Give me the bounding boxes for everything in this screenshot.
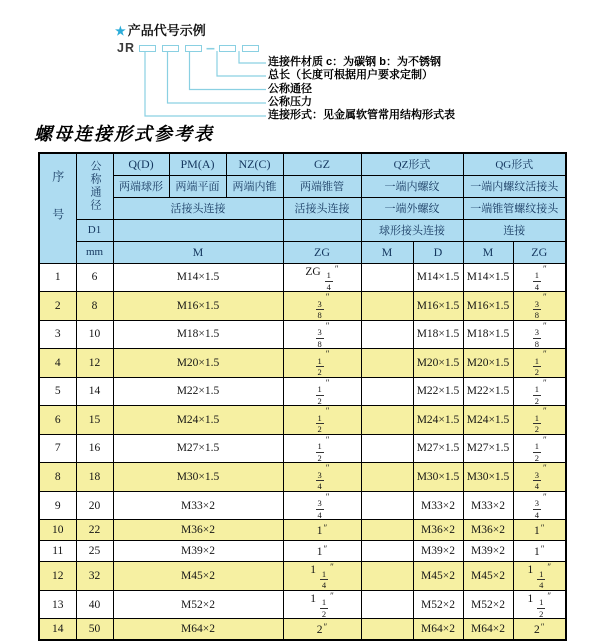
table-row: [39, 463, 566, 492]
cell-seq: 2: [39, 292, 76, 321]
label-nominal-pressure: 公称压力: [268, 95, 312, 108]
cell-qz-d: M24×1.5: [413, 406, 463, 435]
header-group-qd: Q(D): [113, 153, 169, 175]
cell-mm: 22: [76, 520, 113, 541]
header-connection: 连接: [463, 219, 566, 241]
header-group-pma: PM(A): [169, 153, 226, 175]
table-row: [39, 562, 566, 591]
cell-qz-d: M16×1.5: [413, 292, 463, 321]
header-gz-desc: 两端锥管: [283, 175, 361, 197]
cell-mm: 8: [76, 292, 113, 321]
header-ball-joint-connection: 球形接头连接: [361, 219, 463, 241]
cell-zg: 1″: [283, 520, 361, 541]
label-nominal-diameter: 公称通径: [268, 82, 312, 95]
cell-zg: $\frac{1}{2}$ ″: [283, 349, 361, 378]
cell-m: M64×2: [113, 619, 283, 640]
cell-qg-zg: $\frac{1}{4}$ ″: [513, 263, 566, 292]
cell-mm: 14: [76, 377, 113, 406]
header-group-nzc: NZ(C): [226, 153, 283, 175]
cell-seq: 14: [39, 619, 76, 640]
cell-zg: ZG $\frac{1}{4}$ ″: [283, 263, 361, 292]
header-qz-desc: 一端内螺纹: [361, 175, 463, 197]
cell-qg-zg: $\frac{3}{8}$ ″: [513, 320, 566, 349]
header-d1-blank-gz: [283, 219, 361, 241]
table-title: 螺母连接形式参考表: [34, 124, 214, 145]
cell-m: M33×2: [113, 491, 283, 520]
cell-qg-m: M36×2: [463, 520, 513, 541]
cell-qz-d: M33×2: [413, 491, 463, 520]
header-group-gz: GZ: [283, 153, 361, 175]
cell-mm: 50: [76, 619, 113, 640]
header-unit-qg-m: M: [463, 241, 513, 263]
label-total-length: 总长（长度可根据用户要求定制）: [268, 69, 433, 82]
table-header: [39, 153, 566, 263]
table-row: [39, 349, 566, 378]
code-box-nominal-diameter: [185, 45, 202, 52]
cell-mm: 15: [76, 406, 113, 435]
header-pma-desc: 两端平面: [169, 175, 226, 197]
cell-qz-m: [361, 292, 413, 321]
cell-qg-m: M20×1.5: [463, 349, 513, 378]
cell-qz-m: [361, 619, 413, 640]
table-row: [39, 520, 566, 541]
cell-qg-zg: $\frac{1}{2}$ ″: [513, 349, 566, 378]
cell-qz-m: [361, 491, 413, 520]
cell-qz-m: [361, 320, 413, 349]
cell-qg-zg: 1 $\frac{1}{2}$ ″: [513, 590, 566, 619]
cell-zg: 1 $\frac{1}{2}$ ″: [283, 590, 361, 619]
cell-qz-d: M45×2: [413, 562, 463, 591]
cell-qg-m: M30×1.5: [463, 463, 513, 492]
cell-mm: 20: [76, 491, 113, 520]
cell-zg: 1″: [283, 541, 361, 562]
cell-qg-m: M27×1.5: [463, 434, 513, 463]
cell-qz-d: M27×1.5: [413, 434, 463, 463]
cell-qz-m: [361, 349, 413, 378]
cell-m: M16×1.5: [113, 292, 283, 321]
cell-qz-d: M20×1.5: [413, 349, 463, 378]
cell-qz-d: M36×2: [413, 520, 463, 541]
cell-mm: 40: [76, 590, 113, 619]
cell-qg-zg: $\frac{3}{4}$ ″: [513, 491, 566, 520]
cell-qz-m: [361, 377, 413, 406]
header-group-qg: QG形式: [463, 153, 566, 175]
code-box-material: [242, 45, 259, 52]
cell-seq: 1: [39, 263, 76, 292]
cell-qz-m: [361, 434, 413, 463]
label-material: 连接件材质 c：为碳钢 b：为不锈钢: [268, 56, 441, 68]
cell-qg-m: M24×1.5: [463, 406, 513, 435]
cell-qz-d: M39×2: [413, 541, 463, 562]
table-row: [39, 619, 566, 640]
cell-qz-d: M64×2: [413, 619, 463, 640]
cell-zg: $\frac{3}{4}$ ″: [283, 463, 361, 492]
cell-seq: 5: [39, 377, 76, 406]
table-row: [39, 377, 566, 406]
cell-seq: 13: [39, 590, 76, 619]
table-row: [39, 263, 566, 292]
cell-qz-m: [361, 406, 413, 435]
cell-qz-m: [361, 520, 413, 541]
cell-qg-m: M45×2: [463, 562, 513, 591]
table-row: [39, 406, 566, 435]
header-gz-union-connection: 活接头连接: [283, 197, 361, 219]
cell-zg: $\frac{3}{8}$ ″: [283, 292, 361, 321]
header-d1: D1: [76, 219, 113, 241]
header-union-connection: 活接头连接: [113, 197, 283, 219]
code-prefix: JR: [117, 41, 135, 55]
cell-m: M20×1.5: [113, 349, 283, 378]
cell-seq: 6: [39, 406, 76, 435]
cell-m: M18×1.5: [113, 320, 283, 349]
cell-m: M36×2: [113, 520, 283, 541]
cell-m: M14×1.5: [113, 263, 283, 292]
header-qd-desc: 两端球形: [113, 175, 169, 197]
cell-qz-m: [361, 541, 413, 562]
cell-qg-m: M33×2: [463, 491, 513, 520]
cell-qg-zg: $\frac{1}{2}$ ″: [513, 377, 566, 406]
code-dash: –: [205, 39, 215, 57]
cell-m: M24×1.5: [113, 406, 283, 435]
cell-seq: 11: [39, 541, 76, 562]
cell-qz-d: M22×1.5: [413, 377, 463, 406]
table-row: [39, 590, 566, 619]
cell-seq: 9: [39, 491, 76, 520]
label-connection-form: 连接形式：见金属软管常用结构形式表: [268, 109, 455, 122]
cell-m: M39×2: [113, 541, 283, 562]
cell-m: M52×2: [113, 590, 283, 619]
cell-zg: 1 $\frac{1}{4}$ ″: [283, 562, 361, 591]
cell-mm: 16: [76, 434, 113, 463]
cell-qg-zg: $\frac{3}{8}$ ″: [513, 292, 566, 321]
cell-mm: 10: [76, 320, 113, 349]
cell-qz-m: [361, 590, 413, 619]
cell-qg-zg: 1″: [513, 541, 566, 562]
cell-m: M45×2: [113, 562, 283, 591]
cell-qz-d: M52×2: [413, 590, 463, 619]
cell-qg-m: M52×2: [463, 590, 513, 619]
table-row: [39, 541, 566, 562]
cell-seq: 7: [39, 434, 76, 463]
code-box-nominal-pressure: [162, 45, 179, 52]
cell-qg-m: M14×1.5: [463, 263, 513, 292]
header-qg-desc: 一端内螺纹活接头: [463, 175, 566, 197]
table-row: [39, 292, 566, 321]
cell-m: M27×1.5: [113, 434, 283, 463]
code-box-total-length: [219, 45, 236, 52]
cell-qz-m: [361, 463, 413, 492]
cell-seq: 4: [39, 349, 76, 378]
diagram-heading: [115, 20, 206, 39]
cell-qg-m: M16×1.5: [463, 292, 513, 321]
cell-mm: 6: [76, 263, 113, 292]
header-nominal-diameter: 公称通径: [76, 153, 113, 219]
cell-seq: 3: [39, 320, 76, 349]
header-group-qz: QZ形式: [361, 153, 463, 175]
header-unit-zg: ZG: [283, 241, 361, 263]
cell-zg: $\frac{3}{8}$ ″: [283, 320, 361, 349]
cell-seq: 8: [39, 463, 76, 492]
cell-seq: 10: [39, 520, 76, 541]
diagram-heading-text: 产品代号示例: [127, 23, 206, 38]
code-box-connection-form: [139, 45, 156, 52]
cell-qz-m: [361, 263, 413, 292]
cell-m: M22×1.5: [113, 377, 283, 406]
cell-zg: $\frac{1}{2}$ ″: [283, 406, 361, 435]
cell-qg-zg: 1″: [513, 520, 566, 541]
header-qg-taper-thread: 一端锥管螺纹接头: [463, 197, 566, 219]
cell-qg-zg: $\frac{1}{2}$ ″: [513, 406, 566, 435]
cell-zg: $\frac{1}{2}$ ″: [283, 377, 361, 406]
cell-m: M30×1.5: [113, 463, 283, 492]
cell-mm: 32: [76, 562, 113, 591]
cell-zg: $\frac{3}{4}$ ″: [283, 491, 361, 520]
cell-qz-d: M18×1.5: [413, 320, 463, 349]
table-row: [39, 320, 566, 349]
cell-mm: 12: [76, 349, 113, 378]
header-mm: mm: [76, 241, 113, 263]
cell-qg-m: M39×2: [463, 541, 513, 562]
header-unit-qz-m: M: [361, 241, 413, 263]
diagram-labels: [268, 56, 455, 122]
cell-qg-m: M64×2: [463, 619, 513, 640]
header-unit-qg-zg: ZG: [513, 241, 566, 263]
header-d1-blank-m: [113, 219, 283, 241]
header-seq: 序号: [39, 153, 76, 263]
table-row: [39, 491, 566, 520]
star-icon: ★: [115, 24, 126, 38]
cell-qg-m: M18×1.5: [463, 320, 513, 349]
header-nzc-desc: 两端内锥: [226, 175, 283, 197]
header-qz-external-thread: 一端外螺纹: [361, 197, 463, 219]
table-row: [39, 434, 566, 463]
cell-mm: 18: [76, 463, 113, 492]
cell-qz-m: [361, 562, 413, 591]
cell-qg-zg: 2″: [513, 619, 566, 640]
header-unit-qz-d: D: [413, 241, 463, 263]
cell-qg-m: M22×1.5: [463, 377, 513, 406]
table-body: [39, 263, 566, 640]
product-code-row: [117, 41, 259, 55]
cell-qg-zg: $\frac{1}{2}$ ″: [513, 434, 566, 463]
cell-qz-d: M14×1.5: [413, 263, 463, 292]
cell-qg-zg: $\frac{3}{4}$ ″: [513, 463, 566, 492]
cell-seq: 12: [39, 562, 76, 591]
cell-qg-zg: 1 $\frac{1}{4}$ ″: [513, 562, 566, 591]
cell-zg: $\frac{1}{2}$ ″: [283, 434, 361, 463]
header-unit-m: M: [113, 241, 283, 263]
cell-mm: 25: [76, 541, 113, 562]
cell-qz-d: M30×1.5: [413, 463, 463, 492]
nut-connection-table: [38, 152, 567, 641]
cell-zg: 2″: [283, 619, 361, 640]
